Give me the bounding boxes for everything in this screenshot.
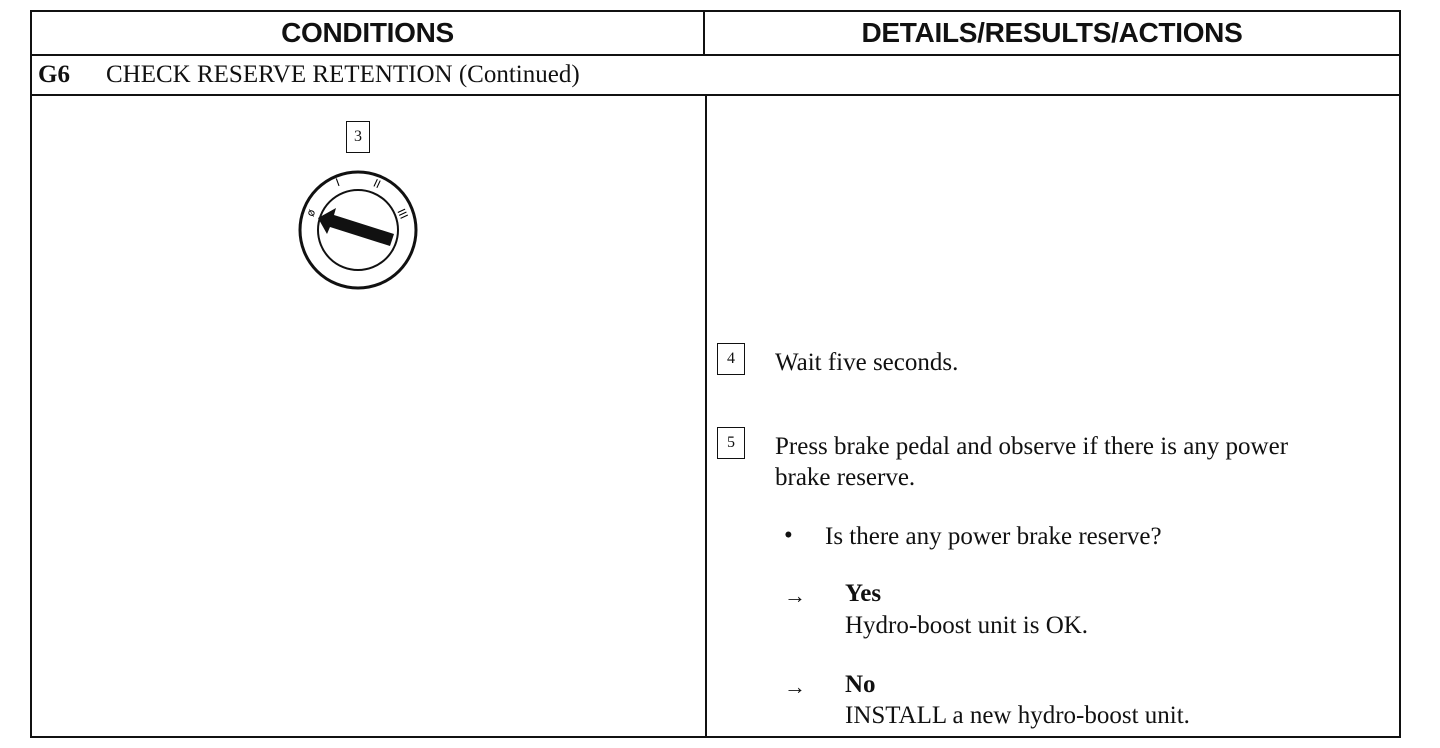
yes-arrow-icon: → (784, 583, 806, 608)
section-title: CHECK RESERVE RETENTION (Continued) (106, 61, 580, 88)
yes-label: Yes (845, 580, 882, 607)
dial-mark-1: I (334, 175, 342, 190)
conditions-header: CONDITIONS (32, 12, 705, 54)
ignition-dial-illustration (296, 168, 420, 292)
step-4-text: Wait five seconds. (775, 349, 959, 376)
step-5-box: 5 (717, 427, 745, 459)
section-row (32, 56, 1399, 94)
step-4-box: 4 (717, 343, 745, 375)
dial-mark-3: III (394, 206, 411, 222)
dial-mark-2: II (371, 176, 383, 192)
step-3-box: 3 (346, 121, 370, 153)
no-result-text: INSTALL a new hydro-boost unit. (845, 702, 1190, 729)
question-bullet: • (784, 522, 793, 549)
yes-result-text: Hydro-boost unit is OK. (845, 612, 1089, 639)
section-divider (32, 94, 1399, 96)
question-text: Is there any power brake reserve? (825, 523, 1162, 550)
step-5-text-line2: brake reserve. (775, 464, 916, 491)
details-header: DETAILS/RESULTS/ACTIONS (861, 17, 1243, 48)
no-arrow-icon: → (784, 674, 806, 699)
diagnostic-table (30, 10, 1401, 738)
section-code: G6 (38, 61, 70, 88)
no-label: No (845, 671, 876, 698)
dial-mark-off: ø (303, 207, 319, 219)
column-divider (705, 96, 707, 736)
step-5-text-line1: Press brake pedal and observe if there is any power (775, 433, 1289, 460)
